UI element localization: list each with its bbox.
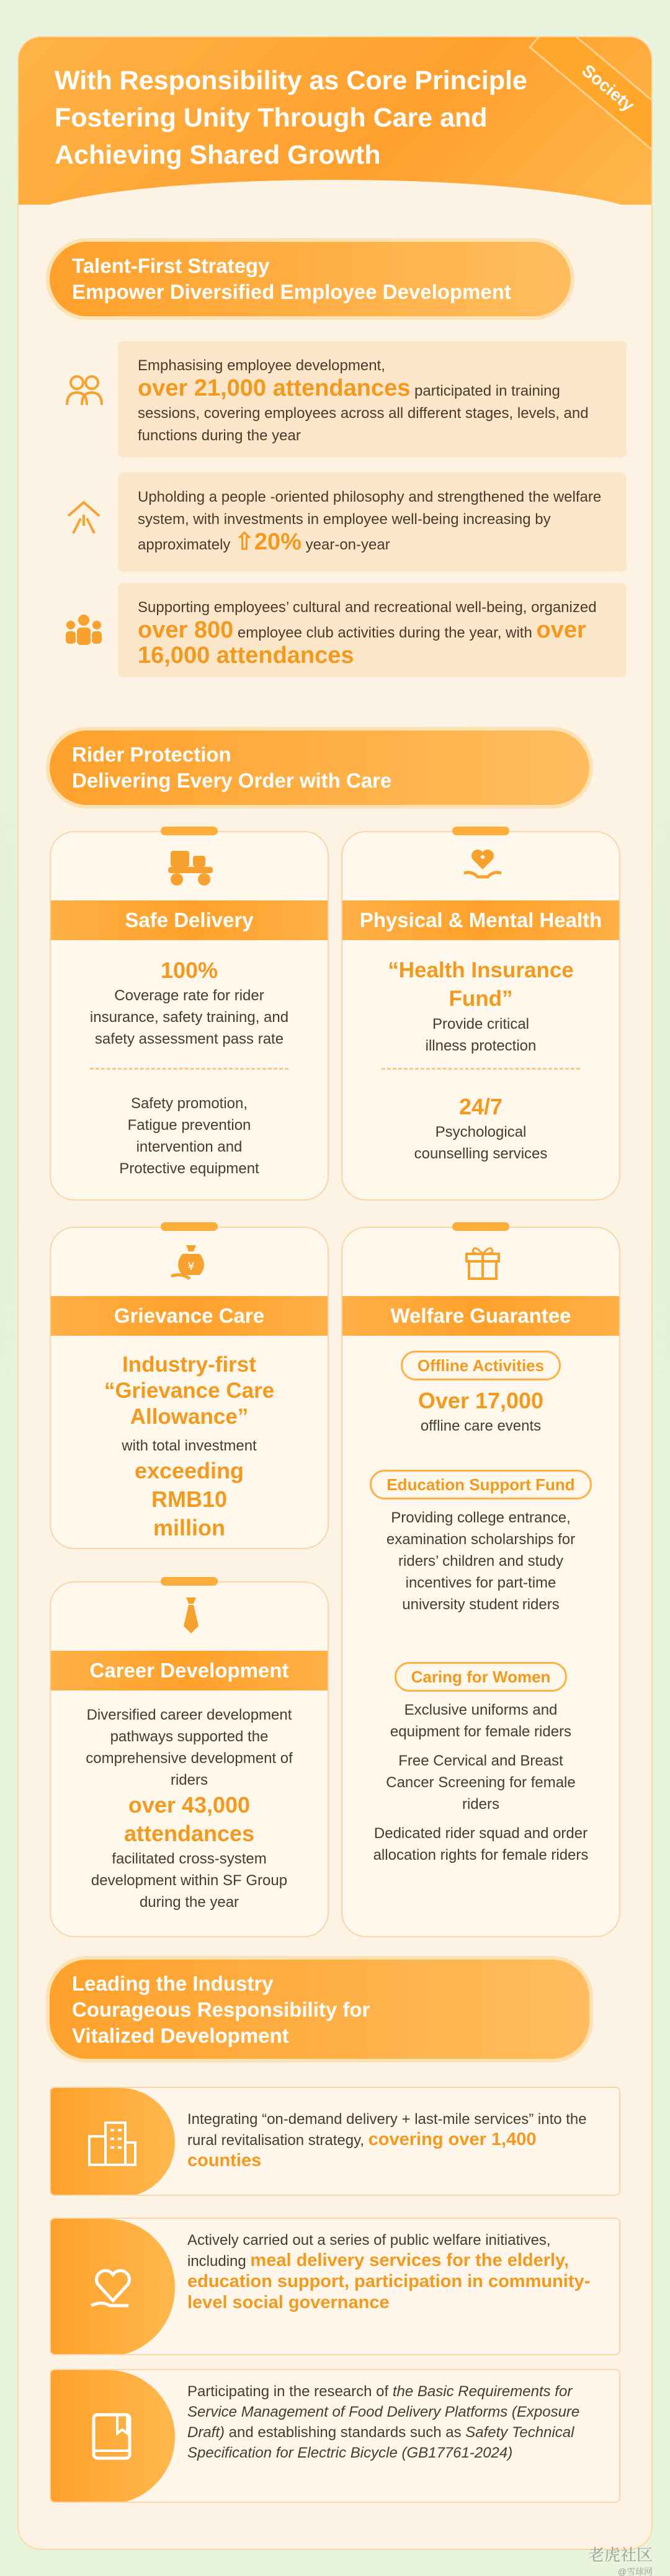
money-bag-icon: [169, 1239, 213, 1284]
welfare-title: Welfare Guarantee: [342, 1296, 619, 1336]
leading-row-standards: [50, 2369, 620, 2503]
lead-rural-pre: Integrating “on-demand delivery + last-mile services” into the rural revitalisation strategy,: [187, 2111, 587, 2149]
hand-shelter-icon: [62, 496, 105, 540]
leading-section-pill: [50, 1960, 589, 2059]
lead-icon-panel: [51, 2088, 175, 2196]
career-pre: Diversified career development pathways supported the comprehensive development of riders: [86, 1707, 293, 1788]
talent-row-1-highlight: over 21,000 attendances: [138, 375, 411, 401]
lead-welfare-highlight: meal delivery services for the elderly, education support, participation in community-level social governance: [187, 2250, 591, 2312]
safe-delivery-card: [50, 831, 329, 1201]
card-tab: [161, 1222, 218, 1231]
offline-activities-chip: Offline Activities: [401, 1351, 561, 1380]
welfare-card: [341, 1227, 620, 1937]
lead-text-standards: [187, 2381, 609, 2463]
scooter-icon: [166, 845, 215, 888]
lead-standards-pre: Participating in the research of: [187, 2383, 393, 2400]
lead-icon-panel: [51, 2370, 175, 2503]
offline-stat: Over 17,000: [418, 1388, 544, 1413]
leading-row-welfare: [50, 2218, 620, 2355]
lead-standards-mid: and establishing standards such as: [225, 2424, 466, 2441]
welfare-women-block: [342, 1662, 619, 1866]
card-tab: [161, 1577, 218, 1586]
rider-section-pill: [50, 731, 589, 805]
group-icon: [62, 608, 105, 651]
offline-desc: offline care events: [420, 1418, 542, 1434]
leading-pill-line-3: Vitalized Development: [72, 2024, 289, 2047]
health-stat-desc: Psychological counselling services: [414, 1124, 548, 1162]
grievance-amount: exceeding RMB10 million: [134, 1458, 244, 1540]
talent-row-2-post: year-on-year: [301, 536, 390, 553]
leading-row-rural: [50, 2087, 620, 2196]
gift-icon: [460, 1239, 505, 1284]
health-fund-block: [342, 956, 619, 1057]
up-arrow-icon: ⇧: [234, 529, 254, 555]
talent-row-3-pre: Supporting employees’ cultural and recreational well-being, organized: [138, 599, 597, 616]
leading-pill-line-2: Courageous Responsibility for: [72, 1998, 370, 2021]
lead-text-welfare: [187, 2230, 609, 2314]
career-card: [50, 1581, 329, 1937]
svg-text:¥: ¥: [187, 1260, 195, 1273]
education-fund-chip: Education Support Fund: [370, 1470, 591, 1499]
talent-row-training: [118, 341, 627, 458]
edu-desc: Providing college entrance, examination scholarships for riders’ children and study incentives for part-time university student riders: [386, 1509, 576, 1613]
title-line-3: Achieving Shared Growth: [55, 140, 381, 170]
watermark-sub: @雪球网: [617, 2567, 653, 2576]
talent-row-club: [118, 583, 627, 677]
women-item-1: Exclusive uniforms and equipment for female riders: [390, 1702, 572, 1740]
people-icon: [62, 369, 105, 412]
lead-icon-panel: [51, 2219, 175, 2355]
talent-row-1-post: participated in training sessions, covering employees across all different stages, levels, and functions during the year: [138, 383, 589, 444]
card-tab: [452, 1222, 509, 1231]
talent-row-3-highlight-2: over 16,000 attendances: [138, 617, 586, 668]
career-post: facilitated cross-system development within SF Group during the year: [91, 1850, 288, 1911]
talent-row-1-pre: Emphasising employee development,: [138, 357, 385, 374]
lead-welfare-pre: Actively carried out a series of public welfare initiatives, including: [187, 2232, 551, 2270]
page-title: [55, 62, 563, 174]
health-fund-desc: Provide critical illness protection: [425, 1016, 537, 1054]
book-icon: [85, 2410, 141, 2464]
watermark: [588, 2543, 653, 2576]
talent-row-3-highlight: over 800: [138, 617, 234, 643]
grievance-headline: Industry-first “Grievance Care Allowance”: [104, 1352, 275, 1429]
lead-rural-highlight: covering over 1,400 counties: [187, 2130, 537, 2170]
health-title: Physical & Mental Health: [342, 900, 619, 940]
leading-pill-line-1: Leading the Industry: [72, 1972, 274, 1995]
welfare-edu-block: [342, 1470, 619, 1615]
talent-pill-line-2: Empower Diversified Employee Development: [72, 280, 511, 303]
infographic-sheet: [19, 37, 651, 2549]
rider-pill-line-2: Delivering Every Order with Care: [72, 769, 392, 792]
card-tab: [452, 827, 509, 835]
divider: [90, 1068, 288, 1070]
rider-pill-line-1: Rider Protection: [72, 743, 231, 766]
safe-delivery-title: Safe Delivery: [51, 900, 328, 940]
card-tab: [161, 827, 218, 835]
talent-row-2-highlight: 20%: [254, 529, 302, 555]
tie-icon: [169, 1594, 213, 1638]
safe-stat-block: [51, 956, 328, 1050]
career-block: [51, 1704, 328, 1913]
career-stat: over 43,000 attendances: [123, 1792, 255, 1846]
talent-row-2-pre: Upholding a people -oriented philosophy and strengthened the welfare system, with investments in employee well-being increasing by approximately: [138, 489, 602, 553]
welfare-offline-block: [342, 1351, 619, 1437]
title-line-2: Fostering Unity Through Care and: [55, 103, 488, 133]
health-stat: 24/7: [458, 1094, 503, 1119]
society-ribbon: [527, 37, 651, 161]
health-stat-block: [342, 1093, 619, 1165]
heart-hand-icon: [85, 2262, 141, 2314]
watermark-text: 老虎社区: [587, 2546, 653, 2564]
grievance-mid: with total investment: [122, 1437, 257, 1454]
grievance-title: Grievance Care: [51, 1296, 328, 1336]
safe-stat-desc: Coverage rate for rider insurance, safety training, and safety assessment pass rate: [89, 987, 289, 1047]
grievance-card: [50, 1227, 329, 1549]
safe-items: Safety promotion, Fatigue prevention intervention and Protective equipment: [119, 1095, 259, 1177]
lead-standards-italic-2: Safety Technical Specification for Electric Bicycle (GB17761-2024): [187, 2424, 574, 2461]
safe-stat: 100%: [160, 957, 218, 983]
society-badge: Society: [529, 37, 651, 159]
career-title: Career Development: [51, 1651, 328, 1690]
heart-hands-icon: [460, 843, 505, 888]
title-line-1: With Responsibility as Core Principle: [55, 66, 527, 95]
talent-pill-line-1: Talent-First Strategy: [72, 254, 270, 277]
lead-text-rural: [187, 2109, 609, 2172]
women-item-2: Free Cervical and Breast Cancer Screening for female riders: [386, 1752, 576, 1813]
women-item-3: Dedicated rider squad and order allocation rights for female riders: [373, 1825, 589, 1863]
divider: [382, 1068, 580, 1070]
grievance-block: [51, 1352, 328, 1542]
health-card: [341, 831, 620, 1201]
talent-row-3-mid: employee club activities during the year, with: [233, 624, 537, 641]
talent-row-welfare: [118, 473, 627, 572]
lead-standards-italic-1: the Basic Requirements for Service Management of Food Delivery Platforms (Exposure Draft): [187, 2383, 580, 2441]
buildings-icon: [83, 2118, 139, 2167]
caring-women-chip: Caring for Women: [395, 1662, 568, 1692]
talent-section-pill: [50, 242, 571, 316]
health-fund: “Health Insurance Fund”: [388, 958, 574, 1011]
